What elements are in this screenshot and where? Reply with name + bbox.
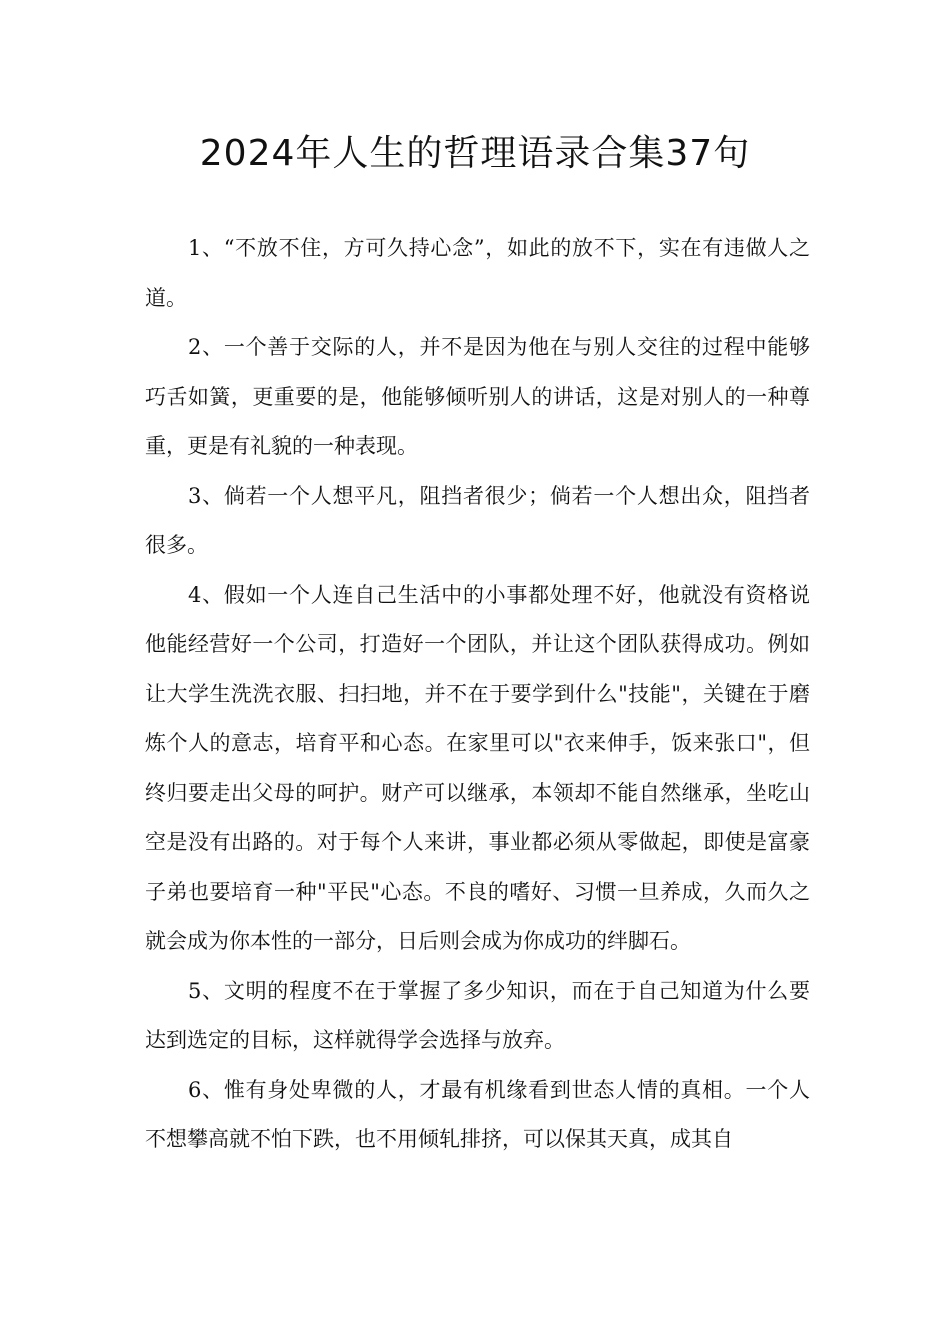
document-body [145, 224, 810, 1165]
paragraph-4: 4、假如一个人连自己生活中的小事都处理不好，他就没有资格说他能经营好一个公司，打造好一个团队，并让这个团队获得成功。例如让大学生洗洗衣服、扫扫地，并不在于要学到什么"技能"，关键在于磨炼个人的意志，培育平和心态。在家里可以"衣来伸手，饭来张口"，但终归要走出父母的呵护。财产可以继承，本领却不能自然继承，坐吃山空是没有出路的。对于每个人来讲，事业都必须从零做起，即使是富豪子弟也要培育一种"平民"心态。不良的嗜好、习惯一旦养成，久而久之就会成为你本性的一部分，日后则会成为你成功的绊脚石。 [145, 582, 810, 953]
paragraph-5: 5、文明的程度不在于掌握了多少知识，而在于自己知道为什么要达到选定的目标，这样就得学会选择与放弃。 [145, 978, 810, 1052]
paragraph-3: 3、倘若一个人想平凡，阻挡者很少；倘若一个人想出众，阻挡者很多。 [145, 483, 810, 557]
document-title: 2024年人生的哲理语录合集37句 [199, 133, 751, 174]
paragraph-1: 1、“不放不住，方可久持心念”，如此的放不下，实在有违做人之道。 [145, 236, 810, 310]
paragraph-6: 6、惟有身处卑微的人，才最有机缘看到世态人情的真相。一个人不想攀高就不怕下跌，也不用倾轧排挤，可以保其天真，成其自 [145, 1077, 810, 1151]
paragraph-2: 2、一个善于交际的人，并不是因为他在与别人交往的过程中能够巧舌如簧，更重要的是，他能够倾听别人的讲话，这是对别人的一种尊重，更是有礼貌的一种表现。 [145, 335, 810, 458]
